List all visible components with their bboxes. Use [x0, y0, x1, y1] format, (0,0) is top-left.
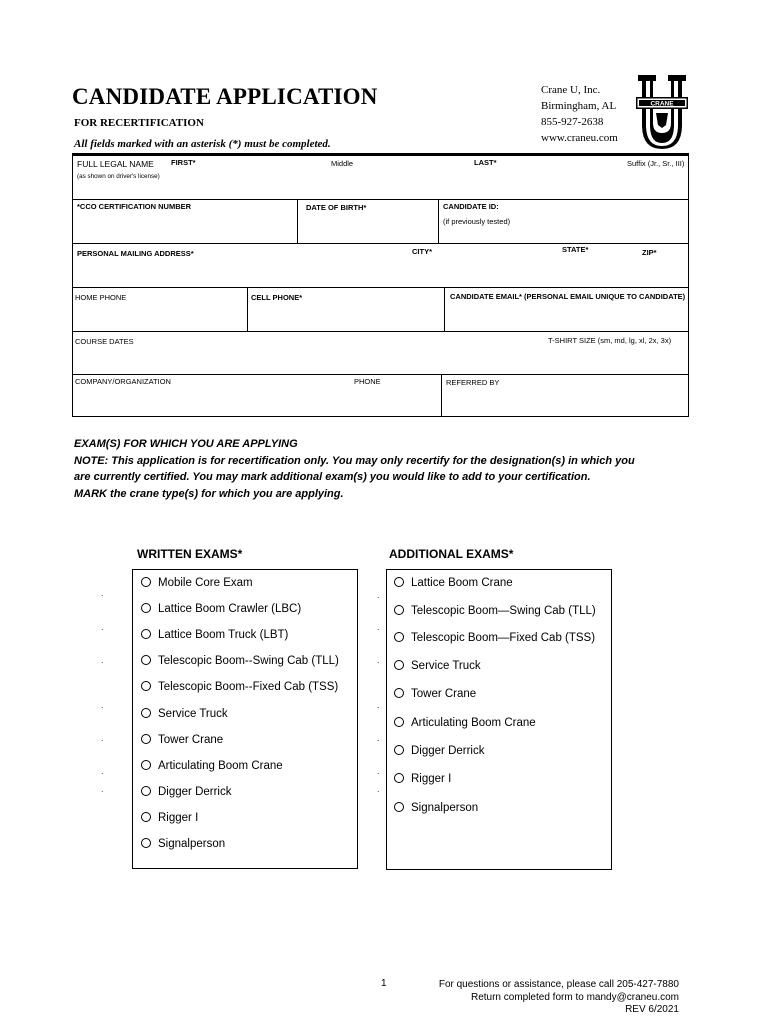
- scan-mark: .: [101, 766, 104, 776]
- radio-circle-icon[interactable]: [141, 577, 151, 587]
- exams-heading-line: EXAM(S) FOR WHICH YOU ARE APPLYING: [74, 438, 298, 450]
- col-divider: [297, 199, 298, 243]
- radio-circle-icon[interactable]: [141, 734, 151, 744]
- radio-circle-icon[interactable]: [141, 838, 151, 848]
- mailing-address-label: PERSONAL MAILING ADDRESS*: [77, 249, 194, 258]
- application-form-grid: [72, 155, 689, 417]
- company-website: www.craneu.com: [541, 132, 618, 144]
- col-divider: [441, 374, 442, 417]
- radio-circle-icon[interactable]: [394, 745, 404, 755]
- row-divider: [73, 331, 688, 332]
- additional-exam-option[interactable]: Digger Derrick: [394, 745, 485, 757]
- page-title: CANDIDATE APPLICATION: [72, 84, 378, 109]
- written-exam-option[interactable]: Lattice Boom Crawler (LBC): [141, 603, 301, 615]
- footer-revision: REV 6/2021: [625, 1004, 679, 1015]
- state-label: STATE*: [562, 245, 589, 254]
- page-subtitle: FOR RECERTIFICATION: [74, 117, 204, 129]
- additional-exam-option[interactable]: Articulating Boom Crane: [394, 717, 536, 729]
- logo-text: CRANE: [650, 100, 674, 108]
- cell-phone-label: CELL PHONE*: [251, 293, 303, 302]
- candidate-email-label: CANDIDATE EMAIL* (PERSONAL EMAIL UNIQUE TO CANDIDATE): [450, 292, 686, 301]
- cco-number-label: *CCO CERTIFICATION NUMBER: [77, 202, 192, 211]
- full-legal-name-label: FULL LEGAL NAME: [77, 159, 154, 169]
- page-number: 1: [381, 978, 387, 989]
- scan-mark: .: [377, 590, 380, 600]
- scan-mark: .: [377, 784, 380, 794]
- radio-circle-icon[interactable]: [394, 605, 404, 615]
- col-divider: [444, 287, 445, 331]
- additional-exam-option[interactable]: Telescopic Boom—Fixed Cab (TSS): [394, 632, 595, 644]
- scan-mark: .: [377, 622, 380, 632]
- company-name: Crane U, Inc.: [541, 84, 601, 96]
- written-exams-heading: WRITTEN EXAMS*: [137, 547, 243, 561]
- additional-exam-option[interactable]: Telescopic Boom—Swing Cab (TLL): [394, 605, 596, 617]
- suffix-label: Suffix (Jr., Sr., III): [627, 159, 685, 168]
- radio-circle-icon[interactable]: [141, 708, 151, 718]
- company-organization-label: COMPANY/ORGANIZATION: [75, 377, 171, 386]
- written-exam-option[interactable]: Telescopic Boom--Swing Cab (TLL): [141, 655, 339, 667]
- exams-note-line: are currently certified. You may mark additional exam(s) you would like to add to your certification.: [74, 471, 591, 483]
- tshirt-size-label: T-SHIRT SIZE (sm, md, lg, xl, 2x, 3x): [548, 336, 672, 345]
- col-divider: [438, 199, 439, 243]
- company-city: Birmingham, AL: [541, 100, 617, 112]
- radio-circle-icon[interactable]: [141, 603, 151, 613]
- written-exam-option[interactable]: Mobile Core Exam: [141, 577, 253, 589]
- footer-assistance-line: For questions or assistance, please call 205-427-7880: [438, 979, 679, 990]
- scan-mark: .: [101, 700, 104, 710]
- city-label: CITY*: [412, 247, 433, 256]
- home-phone-label: HOME PHONE: [75, 293, 127, 302]
- company-info: [541, 82, 618, 146]
- referred-by-label: REFERRED BY: [446, 378, 500, 387]
- col-divider: [247, 287, 248, 331]
- scan-mark: .: [101, 622, 104, 632]
- middle-name-label: Middle: [331, 159, 354, 168]
- required-fields-note: All fields marked with an asterisk (*) must be completed.: [74, 138, 331, 150]
- scan-mark: .: [101, 784, 104, 794]
- radio-circle-icon[interactable]: [141, 629, 151, 639]
- written-exam-option[interactable]: Articulating Boom Crane: [141, 760, 283, 772]
- scan-mark: .: [377, 655, 380, 665]
- exams-note-line: MARK the crane type(s) for which you are applying.: [74, 487, 344, 500]
- radio-circle-icon[interactable]: [141, 786, 151, 796]
- last-name-label: LAST*: [474, 158, 497, 167]
- written-exam-option[interactable]: Tower Crane: [141, 734, 223, 746]
- additional-exam-option[interactable]: Tower Crane: [394, 688, 476, 700]
- radio-circle-icon[interactable]: [141, 655, 151, 665]
- scan-mark: .: [101, 588, 104, 598]
- written-exam-option[interactable]: Digger Derrick: [141, 786, 232, 798]
- exams-instructions: [74, 436, 694, 502]
- radio-circle-icon[interactable]: [141, 760, 151, 770]
- exams-note-line: NOTE: This application is for recertification only. You may only recertify for the designation(s) in which you: [74, 454, 635, 467]
- written-exam-option[interactable]: Lattice Boom Truck (LBT): [141, 629, 288, 641]
- additional-exam-option[interactable]: Signalperson: [394, 802, 478, 814]
- row-divider: [73, 287, 688, 288]
- drivers-license-hint: (as shown on driver's license): [77, 173, 160, 180]
- row-divider: [73, 374, 688, 375]
- candidate-id-label: CANDIDATE ID:: [443, 202, 499, 211]
- additional-exam-option[interactable]: Service Truck: [394, 660, 481, 672]
- written-exam-option[interactable]: Rigger I: [141, 812, 198, 824]
- company-phone: 855-927-2638: [541, 116, 604, 128]
- candidate-id-hint: (if previously tested): [443, 217, 511, 226]
- footer-contact: [439, 979, 679, 1017]
- scan-mark: .: [101, 733, 104, 743]
- date-of-birth-label: DATE OF BIRTH*: [306, 203, 367, 212]
- first-name-label: FIRST*: [171, 158, 196, 167]
- scan-mark: .: [377, 766, 380, 776]
- radio-circle-icon[interactable]: [394, 717, 404, 727]
- scan-mark: .: [101, 655, 104, 665]
- written-exam-option[interactable]: Service Truck: [141, 708, 228, 720]
- radio-circle-icon[interactable]: [394, 773, 404, 783]
- radio-circle-icon[interactable]: [394, 802, 404, 812]
- radio-circle-icon[interactable]: [394, 688, 404, 698]
- footer-return-line: Return completed form to mandy@craneu.com: [470, 991, 679, 1003]
- radio-circle-icon[interactable]: [141, 812, 151, 822]
- written-exam-option[interactable]: Signalperson: [141, 838, 225, 850]
- phone-label: PHONE: [354, 377, 381, 386]
- radio-circle-icon[interactable]: [394, 577, 404, 587]
- scan-mark: .: [377, 733, 380, 743]
- row-divider: [73, 199, 688, 200]
- scan-mark: .: [377, 700, 380, 710]
- additional-exam-option[interactable]: Rigger I: [394, 773, 451, 785]
- radio-circle-icon[interactable]: [141, 681, 151, 691]
- additional-exam-option[interactable]: Lattice Boom Crane: [394, 577, 513, 589]
- crane-u-logo: [636, 73, 688, 151]
- row-divider: [73, 243, 688, 244]
- radio-circle-icon[interactable]: [394, 660, 404, 670]
- course-dates-label: COURSE DATES: [75, 337, 134, 346]
- radio-circle-icon[interactable]: [394, 632, 404, 642]
- written-exam-option[interactable]: Telescopic Boom--Fixed Cab (TSS): [141, 681, 338, 693]
- additional-exams-heading: ADDITIONAL EXAMS*: [389, 547, 514, 561]
- zip-label: ZIP*: [642, 248, 657, 257]
